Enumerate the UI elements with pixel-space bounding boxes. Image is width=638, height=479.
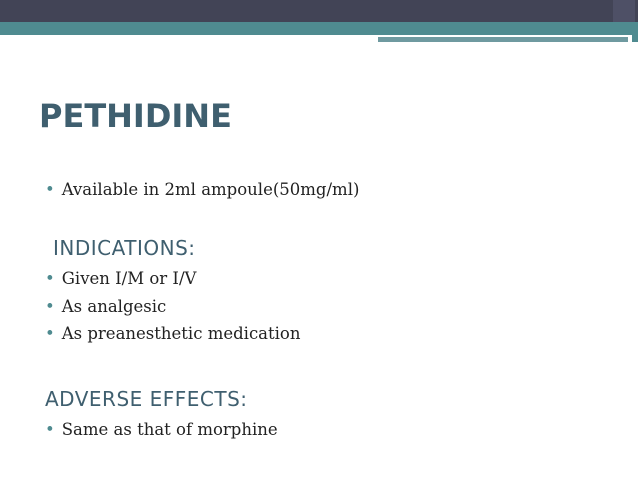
intro-bullet [45, 180, 359, 199]
indications-heading: INDICATIONS: [53, 236, 196, 260]
adverse-effects-bullet [45, 420, 278, 439]
bullet-dot: • [45, 324, 55, 343]
bullet-text: As analgesic [61, 297, 167, 316]
bullet-text: As preanesthetic medication [61, 324, 301, 343]
bullet-text: Same as that of morphine [61, 420, 278, 439]
bullet-dot: • [45, 297, 55, 316]
bullet-text: Given I/M or I/V [61, 269, 197, 288]
slide-accent-edge [632, 30, 638, 42]
top-bar-corner-square [613, 0, 635, 22]
bullet-dot: • [45, 269, 55, 288]
slide-title: PETHIDINE [39, 97, 232, 135]
slide-top-bar [0, 0, 638, 22]
bullet-text: Available in 2ml ampoule(50mg/ml) [61, 180, 360, 199]
slide-teal-band [0, 22, 638, 35]
bullet-dot: • [45, 180, 55, 199]
slide-accent-line [378, 37, 628, 42]
adverse-effects-heading: ADVERSE EFFECTS: [45, 387, 248, 411]
indications-bullet [45, 269, 196, 288]
bullet-dot: • [45, 420, 55, 439]
indications-bullet [45, 324, 301, 343]
indications-bullet [45, 297, 166, 316]
